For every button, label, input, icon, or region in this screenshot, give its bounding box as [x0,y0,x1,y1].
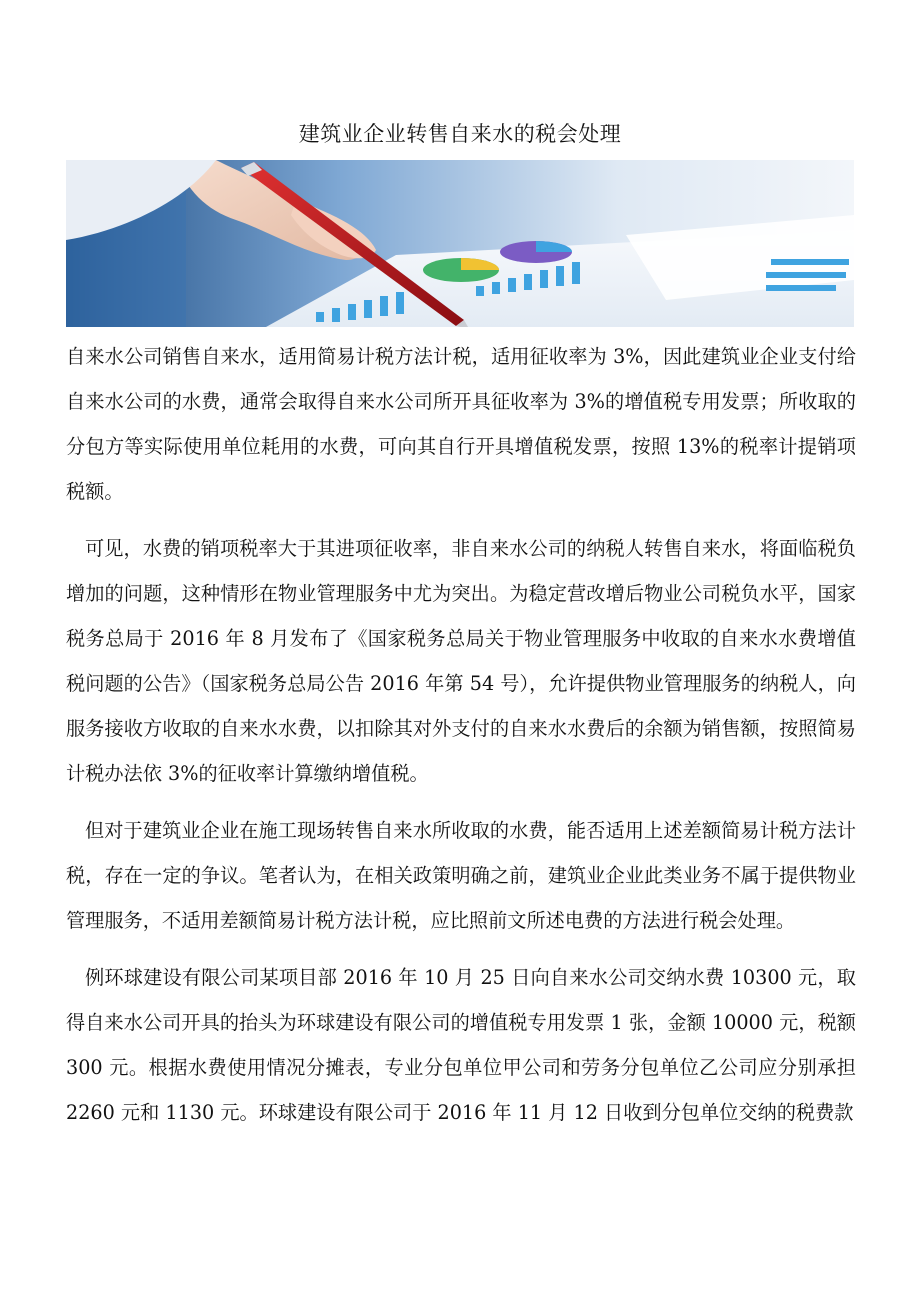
article-body [66,334,856,1147]
paragraph: 自来水公司销售自来水，适用简易计税方法计税，适用征收率为 3%，因此建筑业企业支付给自来水公司的水费，通常会取得自来水公司所开具征收率为 3%的增值税专用发票；所收取的分包方等实际使用单位耗用的水费，可向其自行开具增值税发票，按照 13%的税率计提销项税额。 [66,345,856,503]
document-title: 建筑业企业转售自来水的税会处理 [298,122,622,146]
paragraph: 例环球建设有限公司某项目部 2016 年 10 月 25 日向自来水公司交纳水费 10300 元，取得自来水公司开具的抬头为环球建设有限公司的增值税专用发票 1 张，金额 10000 元，税额 300 元。根据水费使用情况分摊表，专业分包单位甲公司和劳务分包单位乙公司应分别承担 2260 元和 1130 元。环球建设有限公司于 2016 年 11 月 12 日收到分包单位交纳的税费款 [66,966,856,1124]
banner-image [66,160,854,327]
paragraph: 但对于建筑业企业在施工现场转售自来水所收取的水费，能否适用上述差额简易计税方法计税，存在一定的争议。笔者认为，在相关政策明确之前，建筑业企业此类业务不属于提供物业管理服务，不适用差额简易计税方法计税，应比照前文所述电费的方法进行税会处理。 [66,819,856,932]
paragraph: 可见，水费的销项税率大于其进项征收率，非自来水公司的纳税人转售自来水，将面临税负增加的问题，这种情形在物业管理服务中尤为突出。为稳定营改增后物业公司税负水平，国家税务总局于 2016 年 8 月发布了《国家税务总局关于物业管理服务中收取的自来水水费增值税问题的公告》（国家税务总局公告 2016 年第 54 号），允许提供物业管理服务的纳税人，向服务接收方收取的自来水水费，以扣除其对外支付的自来水水费后的余额为销售额，按照简易计税办法依 3%的征收率计算缴纳增值税。 [66,537,856,785]
